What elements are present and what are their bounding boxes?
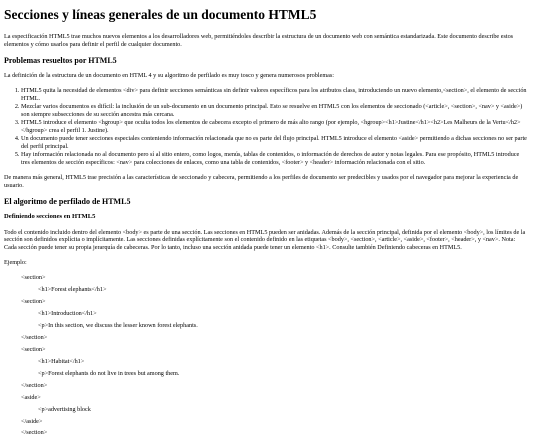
code-line: <section> (21, 345, 46, 353)
problems-list (4, 87, 528, 166)
code-example (4, 274, 528, 437)
intro-paragraph: La especificación HTML5 trae muchos nuevos elementos a los desarrolladores web, permitiéndoles describir la estructura de un documento web con semántica estandarizada. Este documento describe estos elementos y cómo usarlos para definir el perfil de cualquier documento. (4, 32, 514, 48)
code-line: <aside> (21, 393, 41, 401)
list-item: 4. Un documento puede tener secciones especiales conteniendo información relacionada que no es parte del flujo principal. HTML5 introduce el elemento <aside> permitiendo a dichas secciones no ser parte del perfil principal. (21, 135, 528, 151)
code-line: <h1>Introduction</h1> (38, 310, 97, 318)
code-line: </aside> (21, 417, 43, 425)
problems-closing: De manera más general, HTML5 trae precisión a las características de seccionado y cabecera, permitiendo a los perfiles de documento ser predecibles y usados por el navegador para mejorar la experiencia de usuario. (4, 173, 519, 189)
code-line: </section> (21, 381, 48, 389)
code-line: <section> (21, 274, 46, 282)
list-item: 5. Hay información relacionada no al documento pero sí al sitio entero, como logos, menús, tablas de contenidos, o información de derechos de autor y notas legales. Para ese propósito, HTML5 introduce tres elementos de sección específicos: <nav> para colecciones de enlaces, como una tabla de contenidos, <footer> y <header> información relacionada con el sitio. (21, 151, 528, 167)
algorithm-paragraph: Todo el contenido incluido dentro del elemento <body> es parte de una sección. Las secciones en HTML5 pueden ser anidadas. Además de la sección principal, definida por el elemento <body>, los límites de la sección son definidos explícita o implícitamente. Las secciones definidas explícitamente son el contenido definido en las etiquetas <body>, <section>, <article>, <aside>, <footer>, <header>, y <nav>. Nota: Cada sección puede tener su propia jerarquía de cabeceras. Por lo tanto, incluso una sección anidada puede tener un elemento <h1>. Consulte también Definiendo cabeceras en HTML5. (4, 228, 526, 252)
page-title: Secciones y líneas generales de un documento HTML5 (4, 7, 317, 22)
code-line: <h1>Forest elephants</h1> (38, 286, 107, 294)
code-line: </section> (21, 429, 48, 437)
code-line: </section> (21, 333, 48, 341)
algorithm-heading: El algoritmo de perfilado de HTML5 (4, 196, 131, 206)
code-line: <section> (21, 298, 46, 306)
list-item: 3. HTML5 introduce el elemento <hgroup> que oculta todos los elementos de cabecera excepto el primero de más alto rango (por ejemplo, <hgroup><h1>Justine</h1><h2>Les Malheurs de la Vertu</h2></hgroup> crea el perfil 1. Justine). (21, 119, 528, 135)
code-line: <h1>Habitat</h1> (38, 357, 85, 365)
problems-heading: Problemas resueltos por HTML5 (4, 55, 117, 65)
code-line: <p>In this section, we discuss the lesser known forest elephants. (38, 322, 198, 330)
list-item: 2. Mezclar varios documentos es difícil: la inclusión de un sub-documento en un documento principal. Esto se resuelve en HTML5 con los elementos de seccionado (<article>, <section>, <nav> y <aside>) son siempre subsecciones de su sección ancestra más cercana. (21, 103, 528, 119)
algorithm-subheading: Definiendo secciones en HTML5 (4, 213, 96, 221)
problems-lead: La definición de la estructura de un documento en HTML 4 y su algoritmo de perfilado es muy tosco y genera numerosos problemas: (4, 72, 335, 80)
example-label: Ejemplo: (4, 259, 27, 267)
list-item: 1. HTML5 quita la necesidad de elementos <div> para definir secciones semánticas sin definir valores específicos para los atributos class, introduciendo un nuevo elemento,<section>, el elemento de sección HTML. (21, 87, 528, 103)
code-line: <p>advertising block (38, 405, 91, 413)
code-line: <p>Forest elephants do not live in trees but among them. (38, 369, 180, 377)
